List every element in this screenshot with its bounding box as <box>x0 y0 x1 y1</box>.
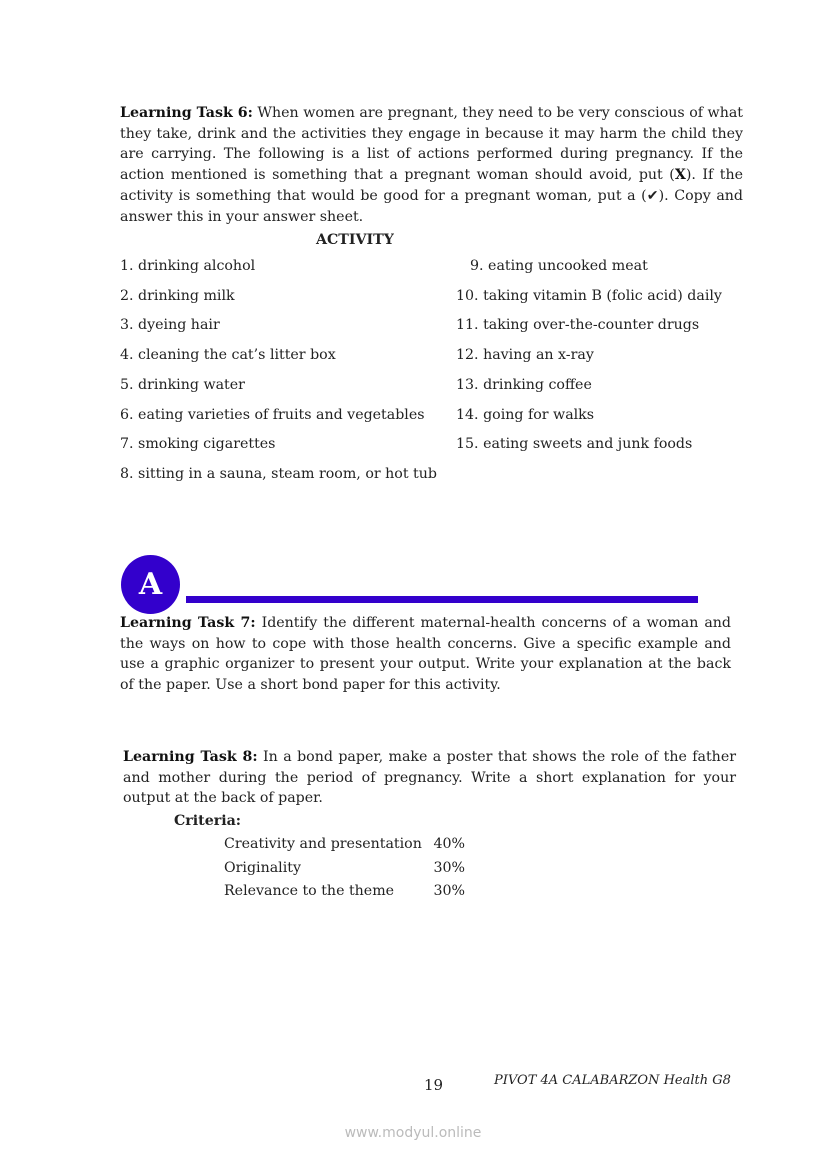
section-divider <box>186 596 698 603</box>
criteria-name: Creativity and presentation <box>224 836 422 852</box>
task6-text3: ). Copy and answer this in your answer sheet. <box>120 187 743 225</box>
criteria-percent: 40% <box>433 836 465 852</box>
activity-item: 3. dyeing hair <box>120 317 220 334</box>
criteria-name: Relevance to the theme <box>224 883 395 899</box>
activity-heading: ACTIVITY <box>316 232 394 248</box>
footer-title: PIVOT 4A CALABARZON Health G8 <box>494 1073 731 1088</box>
task8-label: Learning Task 8: <box>123 749 258 765</box>
task6-paragraph <box>120 103 743 227</box>
task6-text2: ). If the activity is something that would be good for a pregnant woman, put a ( <box>120 167 744 204</box>
activity-item: 11. taking over-the-counter drugs <box>456 317 700 334</box>
activity-item: 6. eating varieties of fruits and vegetables <box>120 406 425 423</box>
activity-item: 9. eating uncooked meat <box>470 258 648 274</box>
activity-item: 7. smoking cigarettes <box>120 436 276 453</box>
activity-item: 5. drinking water <box>120 376 245 393</box>
criteria-name: Originality <box>224 859 301 876</box>
activity-item: 10. taking vitamin B (folic acid) daily <box>456 287 722 304</box>
task7-label: Learning Task 7: <box>120 615 256 631</box>
activity-item: 8. sitting in a sauna, steam room, or hot tub <box>120 465 437 482</box>
criteria-label: Criteria: <box>174 813 242 829</box>
check-mark: ✔ <box>646 187 659 204</box>
activity-item: 1. drinking alcohol <box>120 258 256 274</box>
page-number: 19 <box>424 1076 444 1094</box>
task8-paragraph <box>123 747 736 809</box>
criteria-row <box>224 883 465 899</box>
task6-label: Learning Task 6: <box>120 105 253 121</box>
criteria-row <box>224 860 465 876</box>
criteria-percent: 30% <box>433 859 465 876</box>
activity-item: 12. having an x-ray <box>456 347 594 364</box>
task7-paragraph <box>120 613 731 696</box>
x-mark: X <box>674 167 686 184</box>
section-a-badge: A <box>121 555 180 614</box>
criteria-percent: 30% <box>433 883 465 899</box>
activity-item: 15. eating sweets and junk foods <box>456 436 693 453</box>
criteria-row <box>224 836 465 852</box>
activity-item: 2. drinking milk <box>120 287 235 304</box>
activity-item: 13. drinking coffee <box>456 376 592 393</box>
activity-item: 4. cleaning the cat’s litter box <box>120 347 336 364</box>
activity-item: 14. going for walks <box>456 406 595 423</box>
task8-text: In a bond paper, make a poster that shows the role of the father and mother during the period of pregnancy. Write a short explanation for your output at the back of paper. <box>123 749 736 807</box>
task7-text: Identify the different maternal-health concerns of a woman and the ways on how to cope with those health concerns. Give a specific example and use a graphic organizer to present your output. Write your explanation at the back of the paper. Use a short bond paper for this activity. <box>120 615 732 694</box>
watermark: www.modyul.online <box>344 1125 482 1141</box>
task6-text: When women are pregnant, they need to be very conscious of what they take, drink and the activities they engage in because it may harm the child they are carrying. The following is a list of actions performed during pregnancy. If the action mentioned is something that a pregnant woman should avoid, put ( <box>120 105 743 184</box>
